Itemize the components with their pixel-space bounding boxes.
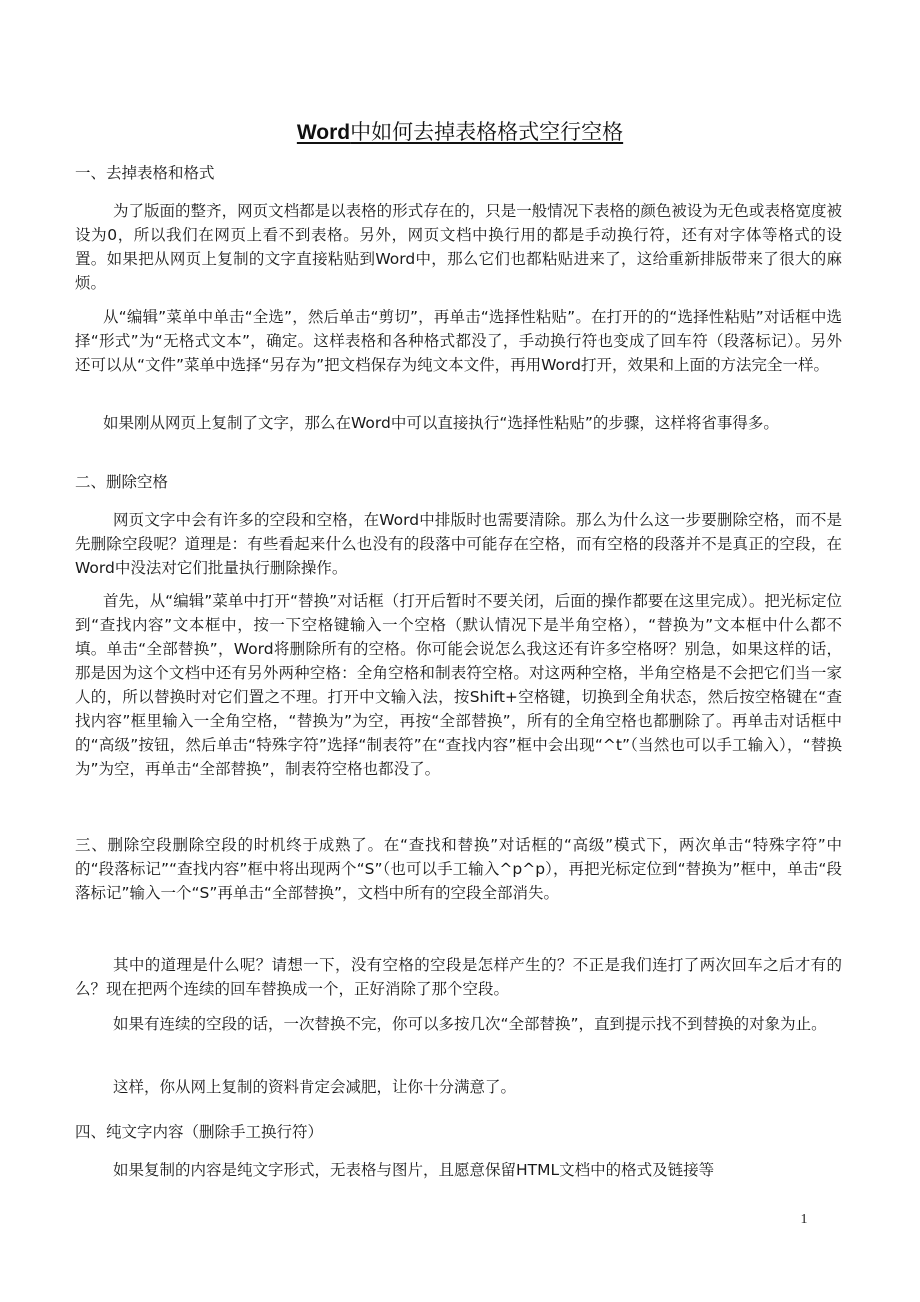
paragraph-8: 如果有连续的空段的话，一次替换不完，你可以多按几次“全部替换”，直到提示找不到替换的对象为止。	[113, 1015, 827, 1033]
paragraph-4: 网页文字中会有许多的空段和空格，在Word中排版时也需要清除。那么为什么这一步要删除空格，而不是先删除空段呢？道理是：有些看起来什么也没有的段落中可能存在空格，而有空格的段落并不是真正的空段，在Word中没法对它们批量执行删除操作。	[75, 511, 842, 577]
paragraph-8-block	[75, 1012, 842, 1036]
paragraph-10-block	[75, 1158, 842, 1182]
paragraph-5-block	[75, 589, 842, 781]
document-title	[0, 117, 920, 148]
paragraph-6: 三、删除空段删除空段的时机终于成熟了。在“查找和替换”对话框的“高级”模式下，两次单击“特殊字符”中的“段落标记”“查找内容”框中将出现两个“S”（也可以手工输入^p^p），再把光标定位到“替换为”框中，单击“段落标记”输入一个“S”再单击“全部替换”，文档中所有的空段全部消失。	[75, 836, 842, 902]
paragraph-1: 为了版面的整齐，网页文档都是以表格的形式存在的，只是一般情况下表格的颜色被设为无色或表格宽度被设为0，所以我们在网页上看不到表格。另外，网页文档中换行用的都是手动换行符，还有对字体等格式的设置。如果把从网页上复制的文字直接粘贴到Word中，那么它们也都粘贴进来了，这给重新排版带来了很大的麻烦。	[75, 202, 842, 292]
title-word: Word	[296, 121, 351, 144]
paragraph-2-block	[75, 305, 842, 377]
page-number: 1	[800, 1212, 808, 1227]
section-1-heading-block	[75, 161, 842, 185]
paragraph-3: 如果刚从网页上复制了文字，那么在Word中可以直接执行“选择性粘贴”的步骤，这样将省事得多。	[103, 414, 779, 432]
paragraph-2: 从“编辑”菜单中单击“全选”，然后单击“剪切”，再单击“选择性粘贴”。在打开的的“选择性粘贴”对话框中选择“形式”为“无格式文本”，确定。这样表格和各种格式都没了，手动换行符也变成了回车符（段落标记）。另外还可以从“文件”菜单中选择“另存为”把文档保存为纯文本文件，再用Word打开，效果和上面的方法完全一样。	[75, 308, 842, 374]
paragraph-7: 其中的道理是什么呢？请想一下，没有空格的空段是怎样产生的？不正是我们连打了两次回车之后才有的么？现在把两个连续的回车替换成一个，正好消除了那个空段。	[75, 956, 842, 998]
paragraph-9-block	[75, 1075, 842, 1099]
paragraph-7-block	[75, 953, 842, 1001]
section-heading-2: 二、删除空格	[75, 473, 169, 491]
title-rest: 中如何去掉表格格式空行空格	[350, 120, 624, 144]
section-heading-4: 四、纯文字内容（删除手工换行符）	[75, 1123, 324, 1141]
paragraph-1-block	[75, 199, 842, 295]
paragraph-3-block	[75, 411, 842, 435]
paragraph-10: 如果复制的内容是纯文字形式，无表格与图片，且愿意保留HTML文档中的格式及链接等	[113, 1161, 715, 1179]
paragraph-6-block	[75, 833, 842, 905]
paragraph-4-block	[75, 508, 842, 580]
section-heading-1: 一、去掉表格和格式	[75, 164, 215, 182]
paragraph-5: 首先，从“编辑”菜单中打开“替换”对话框（打开后暂时不要关闭，后面的操作都要在这里完成）。把光标定位到“查找内容”文本框中，按一下空格键输入一个空格（默认情况下是半角空格），“替换为”文本框中什么都不填。单击“全部替换”，Word将删除所有的空格。你可能会说怎么我这还有许多空格呀？别急，如果这样的话，那是因为这个文档中还有另外两种空格：全角空格和制表符空格。对这两种空格，半角空格是不会把它们当一家人的，所以替换时对它们置之不理。打开中文输入法，按Shift+空格键，切换到全角状态，然后按空格键在“查找内容”框里输入一全角空格，“替换为”为空，再按“全部替换”，所有的全角空格也都删除了。再单击对话框中的“高级”按钮，然后单击“特殊字符”选择“制表符”在“查找内容”框中会出现“^t”（当然也可以手工输入），“替换为”为空，再单击“全部替换”，制表符空格也都没了。	[75, 592, 842, 778]
section-2-heading-block	[75, 470, 842, 494]
paragraph-9: 这样，你从网上复制的资料肯定会减肥，让你十分满意了。	[113, 1078, 517, 1096]
section-4-heading-block	[75, 1120, 842, 1144]
